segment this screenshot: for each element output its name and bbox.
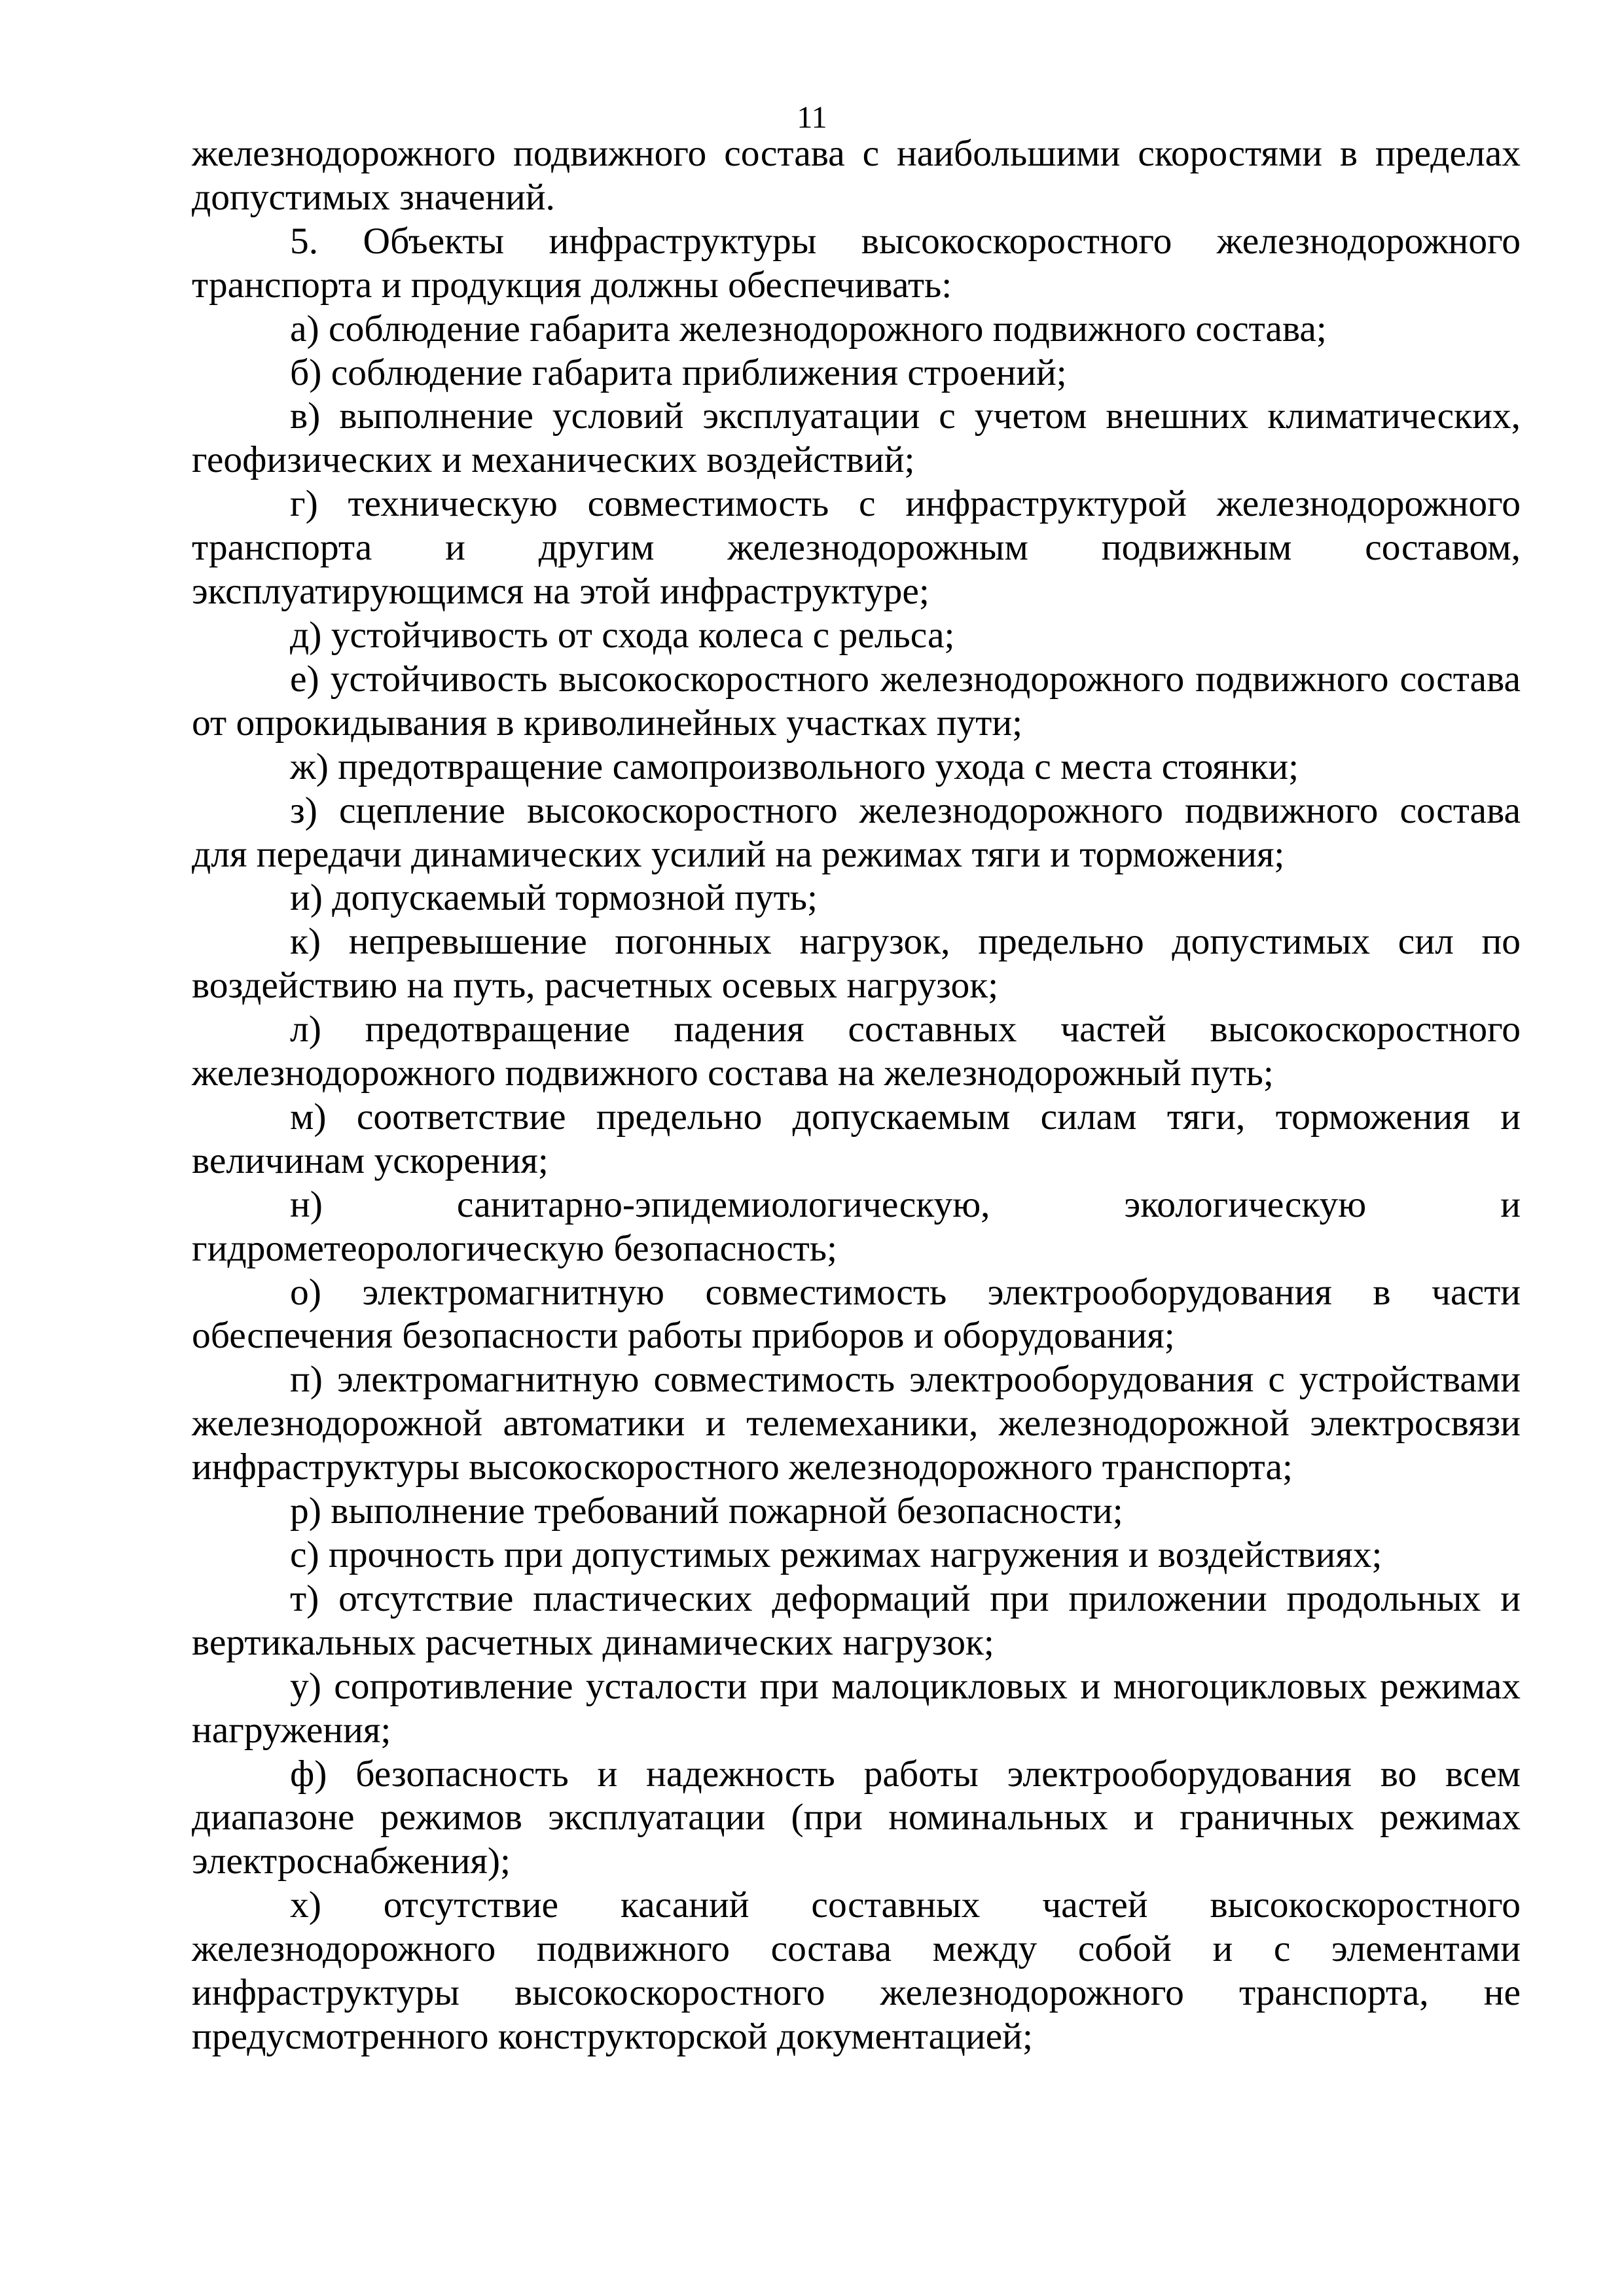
list-item-u: у) сопротивление усталости при малоцикловых и многоцикловых режимах нагружения;: [192, 1665, 1521, 1751]
list-item-s: с) прочность при допустимых режимах нагружения и воздействиях;: [290, 1534, 1382, 1575]
list-item-m: м) соответствие предельно допускаемым силам тяги, торможения и величинам ускорения;: [192, 1096, 1521, 1181]
list-item-n: н) санитарно-эпидемиологическую, экологическую и гидрометеорологическую безопасность;: [192, 1183, 1521, 1269]
list-item-l: л) предотвращение падения составных частей высокоскоростного железнодорожного подвижного состава на железнодорожный путь;: [192, 1009, 1521, 1094]
list-item-p: п) электромагнитную совместимость электрооборудования с устройствами железнодорожной автоматики и телемеханики, железнодорожной электросвязи инфраструктуры высокоскоростного железнодорожного транспорта;: [192, 1359, 1521, 1488]
list-item-f: ф) безопасность и надежность работы электрооборудования во всем диапазоне режимов эксплуатации (при номинальных и граничных режимах электроснабжения);: [192, 1753, 1521, 1882]
list-item-kh: х) отсутствие касаний составных частей высокоскоростного железнодорожного подвижного состава между собой и с элементами инфраструктуры высокоскоростного железнодорожного транспорта, не предусмотренного конструкторской документацией;: [192, 1884, 1521, 2057]
list-item-a: а) соблюдение габарита железнодорожного подвижного состава;: [290, 308, 1327, 350]
list-item-e: е) устойчивость высокоскоростного железнодорожного подвижного состава от опрокидывания в криволинейных участках пути;: [192, 658, 1521, 744]
list-item-b: б) соблюдение габарита приближения строений;: [290, 351, 1067, 393]
document-body: [192, 132, 1521, 2059]
list-item-t: т) отсутствие пластических деформаций при приложении продольных и вертикальных расчетных динамических нагрузок;: [192, 1577, 1521, 1663]
list-item-d: д) устойчивость от схода колеса с рельса;: [290, 614, 955, 656]
paragraph-continuation: железнодорожного подвижного состава с наибольшими скоростями в пределах допустимых значений.: [192, 133, 1521, 218]
page-number: 11: [797, 100, 827, 135]
list-item-z: з) сцепление высокоскоростного железнодорожного подвижного состава для передачи динамических усилий на режимах тяги и торможения;: [192, 789, 1521, 875]
list-item-r: р) выполнение требований пожарной безопасности;: [290, 1490, 1123, 1532]
list-item-g: г) техническую совместимость с инфраструктурой железнодорожного транспорта и другим железнодорожным подвижным составом, эксплуатирующимся на этой инфраструктуре;: [192, 483, 1521, 613]
list-item-zh: ж) предотвращение самопроизвольного ухода с места стоянки;: [290, 745, 1299, 787]
list-item-k: к) непревышение погонных нагрузок, предельно допустимых сил по воздействию на путь, расчетных осевых нагрузок;: [192, 921, 1521, 1007]
list-item-i: и) допускаемый тормозной путь;: [290, 877, 818, 919]
list-item-v: в) выполнение условий эксплуатации с учетом внешних климатических, геофизических и механических воздействий;: [192, 395, 1521, 481]
paragraph-item-5: 5. Объекты инфраструктуры высокоскоростного железнодорожного транспорта и продукция должны обеспечивать:: [192, 220, 1521, 306]
list-item-o: о) электромагнитную совместимость электрооборудования в части обеспечения безопасности работы приборов и оборудования;: [192, 1271, 1521, 1357]
